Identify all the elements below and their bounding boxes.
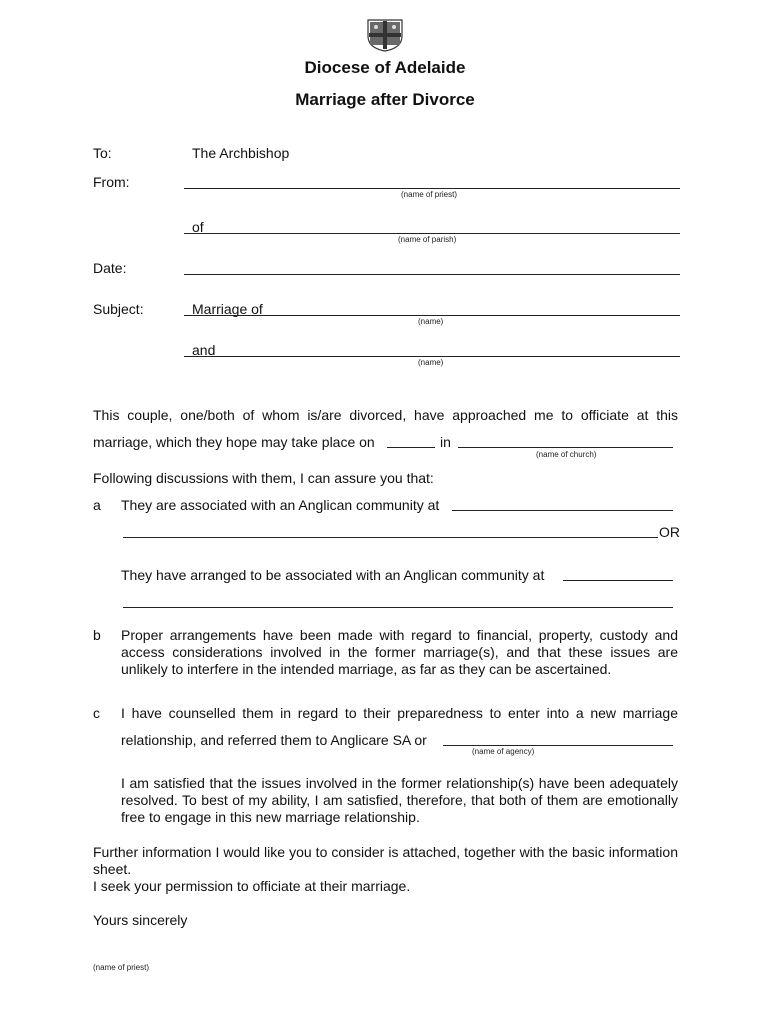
- item-c-line-1: I have counselled them in regard to their preparedness to enter into a new marriage: [121, 705, 678, 721]
- church-name-field[interactable]: [458, 447, 673, 448]
- page-title: Diocese of Adelaide: [304, 58, 466, 77]
- future-community-field-continued[interactable]: [123, 607, 673, 608]
- item-b-text: Proper arrangements have been made with regard to financial, property, custody and access considerations involved in the former marriage(s), and that these issues are unlikely to interfere in the intended marriage, as far as they can be ascertained.: [121, 627, 678, 677]
- item-a-marker: a: [93, 497, 101, 513]
- first-name-caption: (name): [418, 317, 444, 326]
- item-c-marker: c: [93, 705, 100, 721]
- to-label: To:: [93, 145, 112, 161]
- priest-name-caption: (name of priest): [401, 190, 458, 199]
- closing-text: Yours sincerely: [93, 912, 188, 928]
- satisfied-text: I am satisfied that the issues involved in the former relationship(s) have been adequately resolved. To best of my ability, I am satisfied, therefore, that both of them are emotionally free to engage in this new marriage relationship.: [121, 775, 678, 825]
- item-a-text: They are associated with an Anglican community at: [121, 497, 440, 513]
- item-b-marker: b: [93, 627, 101, 643]
- in-label: in: [440, 434, 451, 450]
- marriage-date-field[interactable]: [387, 447, 435, 448]
- page-subtitle: Marriage after Divorce: [295, 90, 475, 109]
- intro-line-1: This couple, one/both of whom is/are divorced, have approached me to officiate at this: [93, 407, 678, 423]
- intro-line-2: marriage, which they hope may take place on: [93, 434, 375, 450]
- agency-name-caption: (name of agency): [472, 747, 535, 756]
- diocese-crest-icon: [366, 18, 404, 52]
- item-c-line-2: relationship, and referred them to Anglicare SA or: [121, 732, 427, 748]
- second-name-caption: (name): [418, 358, 444, 367]
- assurance-text: Following discussions with them, I can assure you that:: [93, 470, 434, 486]
- anglican-community-field[interactable]: [452, 510, 673, 511]
- item-a-alt-text: They have arranged to be associated with an Anglican community at: [121, 567, 545, 583]
- marriage-of-label: Marriage of: [192, 301, 263, 317]
- or-label: OR: [659, 524, 680, 540]
- first-name-field[interactable]: [184, 315, 680, 316]
- date-field[interactable]: [184, 274, 680, 275]
- anglican-community-field-continued[interactable]: [123, 537, 658, 538]
- second-name-field[interactable]: [184, 356, 680, 357]
- priest-name-field[interactable]: [184, 188, 680, 189]
- parish-name-field[interactable]: [184, 233, 680, 234]
- parish-name-caption: (name of parish): [398, 235, 457, 244]
- to-value: The Archbishop: [192, 145, 290, 161]
- future-community-field[interactable]: [563, 580, 673, 581]
- of-label: of: [192, 219, 204, 235]
- permission-text: I seek your permission to officiate at their marriage.: [93, 878, 411, 894]
- subject-label: Subject:: [93, 301, 144, 317]
- and-label: and: [192, 342, 216, 358]
- church-name-caption: (name of church): [536, 450, 597, 459]
- signature-caption: (name of priest): [93, 963, 150, 972]
- further-information-text: Further information I would like you to consider is attached, together with the basic information sheet.: [93, 844, 678, 877]
- from-label: From:: [93, 174, 130, 190]
- date-label: Date:: [93, 260, 127, 276]
- agency-name-field[interactable]: [443, 745, 673, 746]
